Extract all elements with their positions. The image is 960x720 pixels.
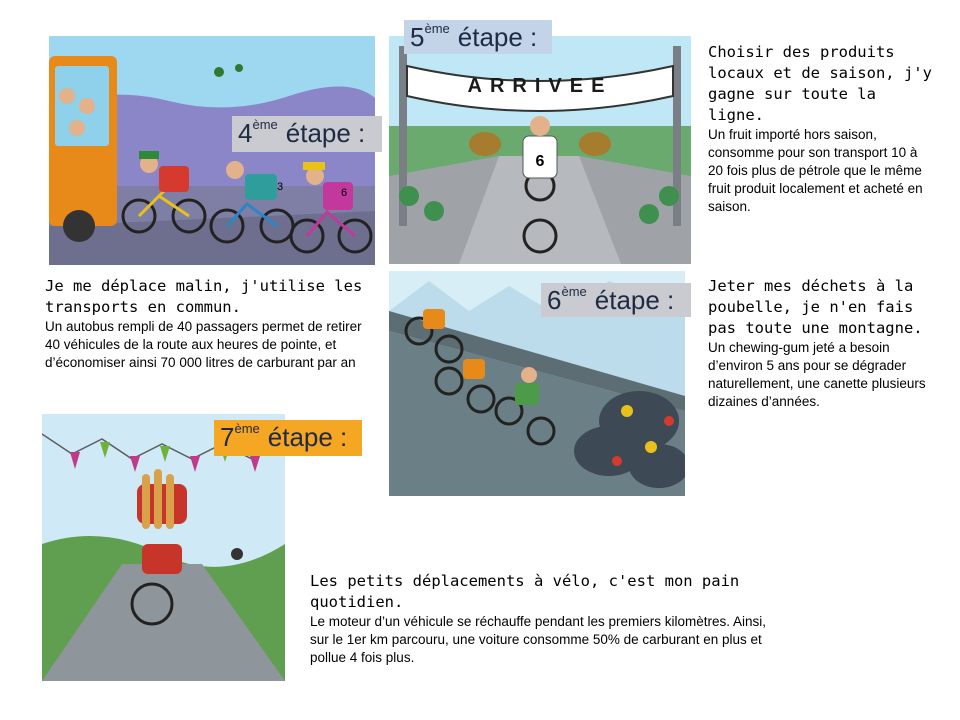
- bus-rider-number: 6: [341, 187, 348, 199]
- block-body: Le moteur d’un véhicule se réchauffe pendant les premiers kilomètres. Ainsi, sur le 1er km parcouru, une voiture consomme 50% de carburant en plus et pollue 4 fois plus.: [310, 614, 766, 665]
- stage-suffix: ème: [234, 421, 260, 436]
- illustration-finish-line: [389, 36, 691, 264]
- stage-label: étape :: [267, 422, 348, 452]
- text-block-bike: [310, 571, 780, 667]
- block-body: Un autobus rempli de 40 passagers permet de retirer 40 véhicules de la route aux heures de pointe, et d’économiser ainsi 70 000 litres de carburant par an: [45, 319, 362, 370]
- block-body: Un chewing-gum jeté a besoin d’environ 5 ans pour se dégrader naturellement, une canette plusieurs dizaines d’années.: [708, 340, 926, 409]
- finish-banner-text: ARRIVEE: [467, 75, 613, 97]
- stage-number: 4: [238, 118, 253, 148]
- rider-number: 6: [535, 153, 545, 170]
- stage-number: 7: [220, 422, 235, 452]
- stage-badge-4: [232, 116, 382, 152]
- stage-badge-5: [404, 20, 552, 54]
- block-body: Un fruit importé hors saison, consomme pour son transport 10 à 20 fois plus de pétrole que le même fruit produit localement et acheté en saison.: [708, 127, 923, 214]
- stage-badge-6: [541, 283, 691, 317]
- block-heading: Je me déplace malin, j'utilise les transports en commun.: [45, 277, 363, 316]
- stage-suffix: ème: [252, 117, 278, 132]
- stage-number: 5: [410, 22, 425, 52]
- stage-suffix: ème: [424, 21, 450, 36]
- stage-label: étape :: [457, 22, 538, 52]
- text-block-local: [708, 42, 933, 216]
- stage-suffix: ème: [561, 284, 587, 299]
- block-heading: Les petits déplacements à vélo, c'est mon pain quotidien.: [310, 572, 740, 611]
- block-heading: Choisir des produits locaux et de saison, j'y gagne sur toute la ligne.: [708, 43, 932, 124]
- text-block-transport: [45, 276, 375, 372]
- bus-rider-number: 3: [277, 181, 284, 193]
- stage-badge-7: [214, 420, 362, 456]
- text-block-waste: [708, 276, 933, 411]
- stage-label: étape :: [285, 118, 366, 148]
- stage-number: 6: [547, 285, 562, 315]
- stage-label: étape :: [594, 285, 675, 315]
- block-heading: Jeter mes déchets à la poubelle, je n'en fais pas toute une montagne.: [708, 277, 923, 337]
